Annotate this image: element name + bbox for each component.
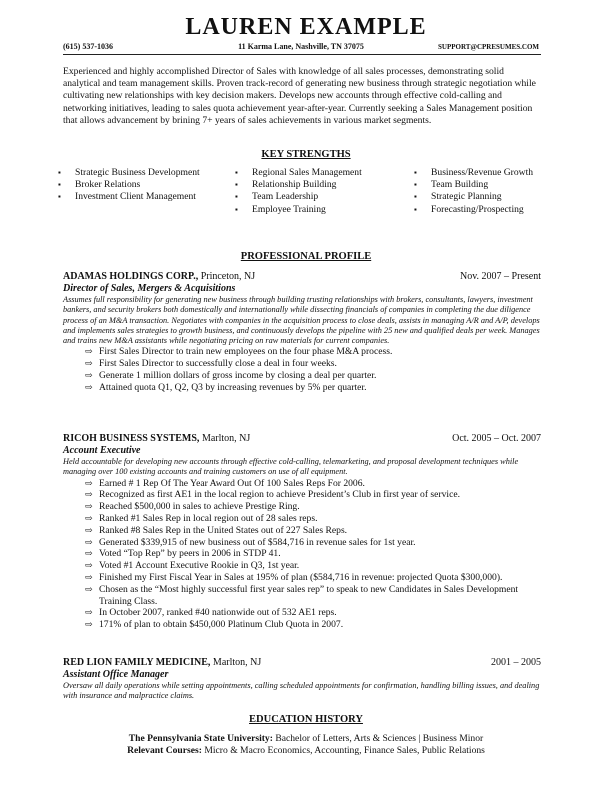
job-dates: Nov. 2007 – Present	[459, 271, 541, 282]
arrow-bullet-icon: ⇨	[85, 501, 93, 512]
achievement-item: ⇨ First Sales Director to successfully close a deal in four weeks.	[85, 358, 337, 370]
job-location: Marlton, NJ	[212, 657, 262, 668]
job-title: Account Executive	[63, 445, 141, 456]
arrow-bullet-icon: ⇨	[85, 489, 93, 500]
education-heading: EDUCATION HISTORY	[249, 714, 363, 725]
arrow-bullet-icon: ⇨	[85, 381, 93, 392]
strengths-column-1	[58, 167, 208, 204]
job-entry-ricoh	[63, 432, 541, 631]
strength-item: ▪ Strategic Planning	[414, 191, 564, 203]
education-courses-line	[0, 745, 612, 757]
arrow-bullet-icon: ⇨	[85, 370, 93, 381]
company-name: RICOH BUSINESS SYSTEMS,	[63, 433, 200, 444]
candidate-name: LAUREN EXAMPLE	[185, 14, 427, 40]
achievement-item: ⇨ Ranked #1 Sales Rep in local region out of 28 sales reps.	[85, 512, 318, 524]
strength-item: ▪ Team Leadership	[235, 191, 395, 203]
arrow-bullet-icon: ⇨	[85, 583, 93, 594]
arrow-bullet-icon: ⇨	[85, 560, 93, 571]
arrow-bullet-icon: ⇨	[85, 536, 93, 547]
arrow-bullet-icon: ⇨	[85, 571, 93, 582]
strength-item: ▪ Team Building	[414, 179, 564, 191]
arrow-bullet-icon: ⇨	[85, 548, 93, 559]
professional-summary: Experienced and highly accomplished Director of Sales with knowledge of all sales processes, demonstrating solid analytical and team management skills. Proven track-record of generating new business through strategic negotiation while cultivating new relationships with key decision makers. Develops new accounts through effective cold-calling and networking initiatives, leading to sales quota achievement year-after-year. Currently seeking a Sales Management position that allows advancement by brining 7+ years of sales achievements in various market segments.	[63, 66, 536, 126]
achievement-item: ⇨ Generate 1 million dollars of gross income by closing a deal per quarter.	[85, 370, 377, 382]
strengths-column-2	[235, 167, 395, 216]
strengths-column-3	[414, 167, 564, 216]
strength-item: ▪ Investment Client Management	[58, 191, 208, 203]
contact-line	[63, 41, 539, 53]
strength-item: ▪ Employee Training	[235, 204, 395, 216]
email-address: SUPPORT@CPRESUMES.COM	[438, 43, 539, 51]
company-name: RED LION FAMILY MEDICINE,	[63, 657, 211, 668]
achievement-item: ⇨ In October 2007, ranked #40 nationwide out of 532 AE1 reps.	[85, 607, 337, 619]
job-description: Assumes full responsibility for generating new business through building trusting relationships with brokers, consultants, lawyers, investment bankers, and security brokers both domestically and internationally while dissecting financials of companies in completing the due diligence process of an M&A transaction. Negotiates with companies in the acquisition process to close deals, assists in managing A/R and A/P, develops and implements sales strategies to growth business, and continuously develops the pipeline with 25 new and qualified deals per week. Manages and trains new M&A assistants while negotiating pricing on raw materials for current companies.	[63, 295, 540, 346]
achievement-item: ⇨ Reached $500,000 in sales to achieve Prestige Ring.	[85, 501, 300, 513]
job-dates: 2001 – 2005	[491, 657, 541, 668]
job-entry-adamas	[63, 270, 541, 394]
key-strengths-heading: KEY STRENGTHS	[261, 149, 351, 160]
achievement-item: ⇨ 171% of plan to obtain $450,000 Platinum Club Quota in 2007.	[85, 619, 344, 631]
company-name: ADAMAS HOLDINGS CORP.,	[63, 271, 199, 282]
strength-item: ▪ Strategic Business Development	[58, 167, 208, 179]
job-description: Held accountable for developing new accounts through effective cold-calling, telemarketing, and proposal development techniques while managing over 100 existing accounts and training customers on use of all equipment.	[63, 457, 519, 477]
job-location: Princeton, NJ	[200, 271, 256, 282]
arrow-bullet-icon: ⇨	[85, 477, 93, 488]
strength-item: ▪ Business/Revenue Growth	[414, 167, 564, 179]
job-dates: Oct. 2005 – Oct. 2007	[452, 433, 541, 444]
job-title: Director of Sales, Mergers & Acquisitions	[63, 283, 236, 294]
strength-item: ▪ Regional Sales Management	[235, 167, 395, 179]
courses-label: Relevant Courses:	[127, 745, 202, 756]
key-strengths-list	[58, 167, 558, 233]
street-address: 11 Karma Lane, Nashville, TN 37075	[238, 42, 364, 51]
job-entry-red-lion	[63, 656, 541, 702]
arrow-bullet-icon: ⇨	[85, 607, 93, 618]
achievement-item: ⇨ Ranked #8 Sales Rep in the United States out of 227 Sales Reps.	[85, 524, 348, 536]
courses-list: Micro & Macro Economics, Accounting, Finance Sales, Public Relations	[204, 745, 485, 756]
achievement-item: ⇨ Generated $339,915 of new business out of $584,716 in revenue sales for 1st year.	[85, 536, 416, 548]
job-description: Oversaw all daily operations while setting appointments, calling scheduled appointments for confirmation, handling billing issues, and dealing with insurance and malpractice claims.	[63, 681, 540, 701]
phone-number: (615) 537-1036	[63, 42, 113, 51]
job-header	[63, 270, 541, 283]
achievement-item: ⇨ Attained quota Q1, Q2, Q3 by increasing revenues by 5% per quarter.	[85, 381, 367, 393]
arrow-bullet-icon: ⇨	[85, 512, 93, 523]
achievement-item: ⇨ Chosen as the “Most highly successful first year sales rep” to speak to new Candidates in Sales Development Training Class.	[85, 583, 519, 607]
strength-item: ▪ Relationship Building	[235, 179, 395, 191]
school-name: The Pennsylvania State University:	[128, 733, 273, 744]
strength-item: ▪ Forecasting/Prospecting	[414, 204, 564, 216]
arrow-bullet-icon: ⇨	[85, 358, 93, 369]
job-header	[63, 656, 541, 669]
job-header	[63, 432, 541, 445]
degree: Bachelor of Letters, Arts & Sciences | Business Minor	[275, 733, 484, 744]
strength-item: ▪ Broker Relations	[58, 179, 208, 191]
achievement-list	[63, 478, 541, 631]
professional-profile-heading: PROFESSIONAL PROFILE	[240, 251, 372, 262]
education-school-line	[0, 733, 612, 745]
arrow-bullet-icon: ⇨	[85, 524, 93, 535]
job-title: Assistant Office Manager	[63, 669, 169, 680]
achievement-item: ⇨ Voted #1 Account Executive Rookie in Q3, 1st year.	[85, 560, 300, 572]
achievement-item: ⇨ Recognized as first AE1 in the local region to achieve President’s Club in first year of service.	[85, 489, 460, 501]
achievement-item: ⇨ Finished my First Fiscal Year in Sales at 195% of plan ($584,716 in revenue: projected Quota $300,000).	[85, 571, 503, 583]
achievement-item: ⇨ First Sales Director to train new employees on the four phase M&A process.	[85, 346, 393, 358]
header-divider	[63, 54, 541, 55]
achievement-list	[63, 346, 541, 393]
job-location: Marlton, NJ	[201, 433, 251, 444]
achievement-item: ⇨ Earned # 1 Rep Of The Year Award Out Of 100 Sales Reps For 2006.	[85, 477, 365, 489]
arrow-bullet-icon: ⇨	[85, 346, 93, 357]
arrow-bullet-icon: ⇨	[85, 619, 93, 630]
achievement-item: ⇨ Voted “Top Rep” by peers in 2006 in STDP 41.	[85, 548, 281, 560]
education-details	[0, 733, 612, 757]
